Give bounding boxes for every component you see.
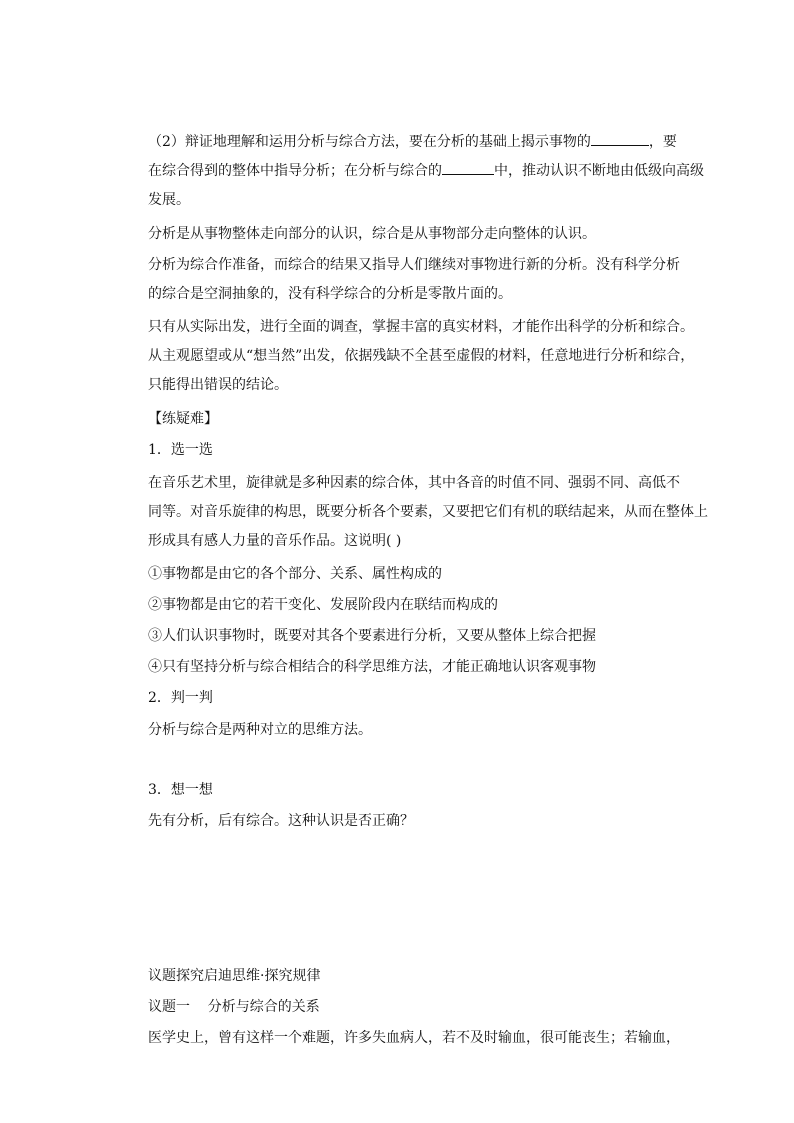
q2-stem: 分析与综合是两种对立的思维方法。 xyxy=(148,722,372,738)
q3-stem: 先有分析，后有综合。这种认识是否正确？ xyxy=(148,813,414,829)
q1-option-1[interactable]: ①事物都是由它的各个部分、关系、属性构成的 xyxy=(148,566,442,582)
q1-option-4[interactable]: ④只有坚持分析与综合相结合的科学思维方法，才能正确地认识客观事物 xyxy=(148,659,596,675)
inquiry-heading: 议题探究启迪思维·探究规律 xyxy=(148,968,321,984)
para2-line1-end: ，要 xyxy=(648,134,677,150)
para2-line2-text: 在综合得到的整体中指导分析；在分析与综合的 xyxy=(148,163,442,179)
explain-p2-line1: 分析为综合作准备，而综合的结果又指导人们继续对事物进行新的分析。没有科学分析 xyxy=(148,257,680,273)
q1-stem-line3: 形成具有感人力量的音乐作品。这说明( ) xyxy=(148,533,402,549)
para2-line1 xyxy=(148,131,688,151)
q1-stem-line2: 同等。对音乐旋律的构思，既要分析各个要素，又要把它们有机的联结起来，从而在整体上 xyxy=(148,504,708,520)
fill-blank-1[interactable] xyxy=(591,131,649,146)
q1-option-2[interactable]: ②事物都是由它的若干变化、发展阶段内在联结而构成的 xyxy=(148,597,498,613)
q1-stem-line1: 在音乐艺术里，旋律就是多种因素的综合体，其中各音的时值不同、强弱不同、高低不 xyxy=(148,475,680,491)
inquiry-text: 医学史上，曾有这样一个难题，许多失血病人，若不及时输血，很可能丧生；若输血， xyxy=(148,1030,680,1046)
para2-line3: 发展。 xyxy=(148,192,190,208)
q2-title: 2．判一判 xyxy=(148,690,213,706)
q1-option-3[interactable]: ③人们认识事物时，既要对其各个要素进行分析，又要从整体上综合把握 xyxy=(148,628,596,644)
para2-line1-text: （2）辩证地理解和运用分析与综合方法，要在分析的基础上揭示事物的 xyxy=(148,134,591,150)
para2-line2-end: 中，推动认识不断地由低级向高级 xyxy=(494,163,704,179)
explain-p3-line3: 只能得出错误的结论。 xyxy=(148,377,288,393)
explain-p3-line2: 从主观愿望或从“想当然”出发，依据残缺不全甚至虚假的材料，任意地进行分析和综合， xyxy=(148,348,695,364)
q1-title: 1．选一选 xyxy=(148,442,213,458)
q3-title: 3．想一想 xyxy=(148,782,213,798)
explain-p3-line1: 只有从实际出发，进行全面的调查，掌握丰富的真实材料，才能作出科学的分析和综合。 xyxy=(148,319,694,335)
explain-p2-line2: 的综合是空洞抽象的，没有科学综合的分析是零散片面的。 xyxy=(148,286,512,302)
fill-blank-2[interactable] xyxy=(442,160,494,175)
practice-heading: 【练疑难】 xyxy=(148,411,218,427)
inquiry-topic: 议题一 分析与综合的关系 xyxy=(148,999,320,1015)
explain-p1: 分析是从事物整体走向部分的认识，综合是从事物部分走向整体的认识。 xyxy=(148,226,596,242)
para2-line2 xyxy=(148,160,704,180)
